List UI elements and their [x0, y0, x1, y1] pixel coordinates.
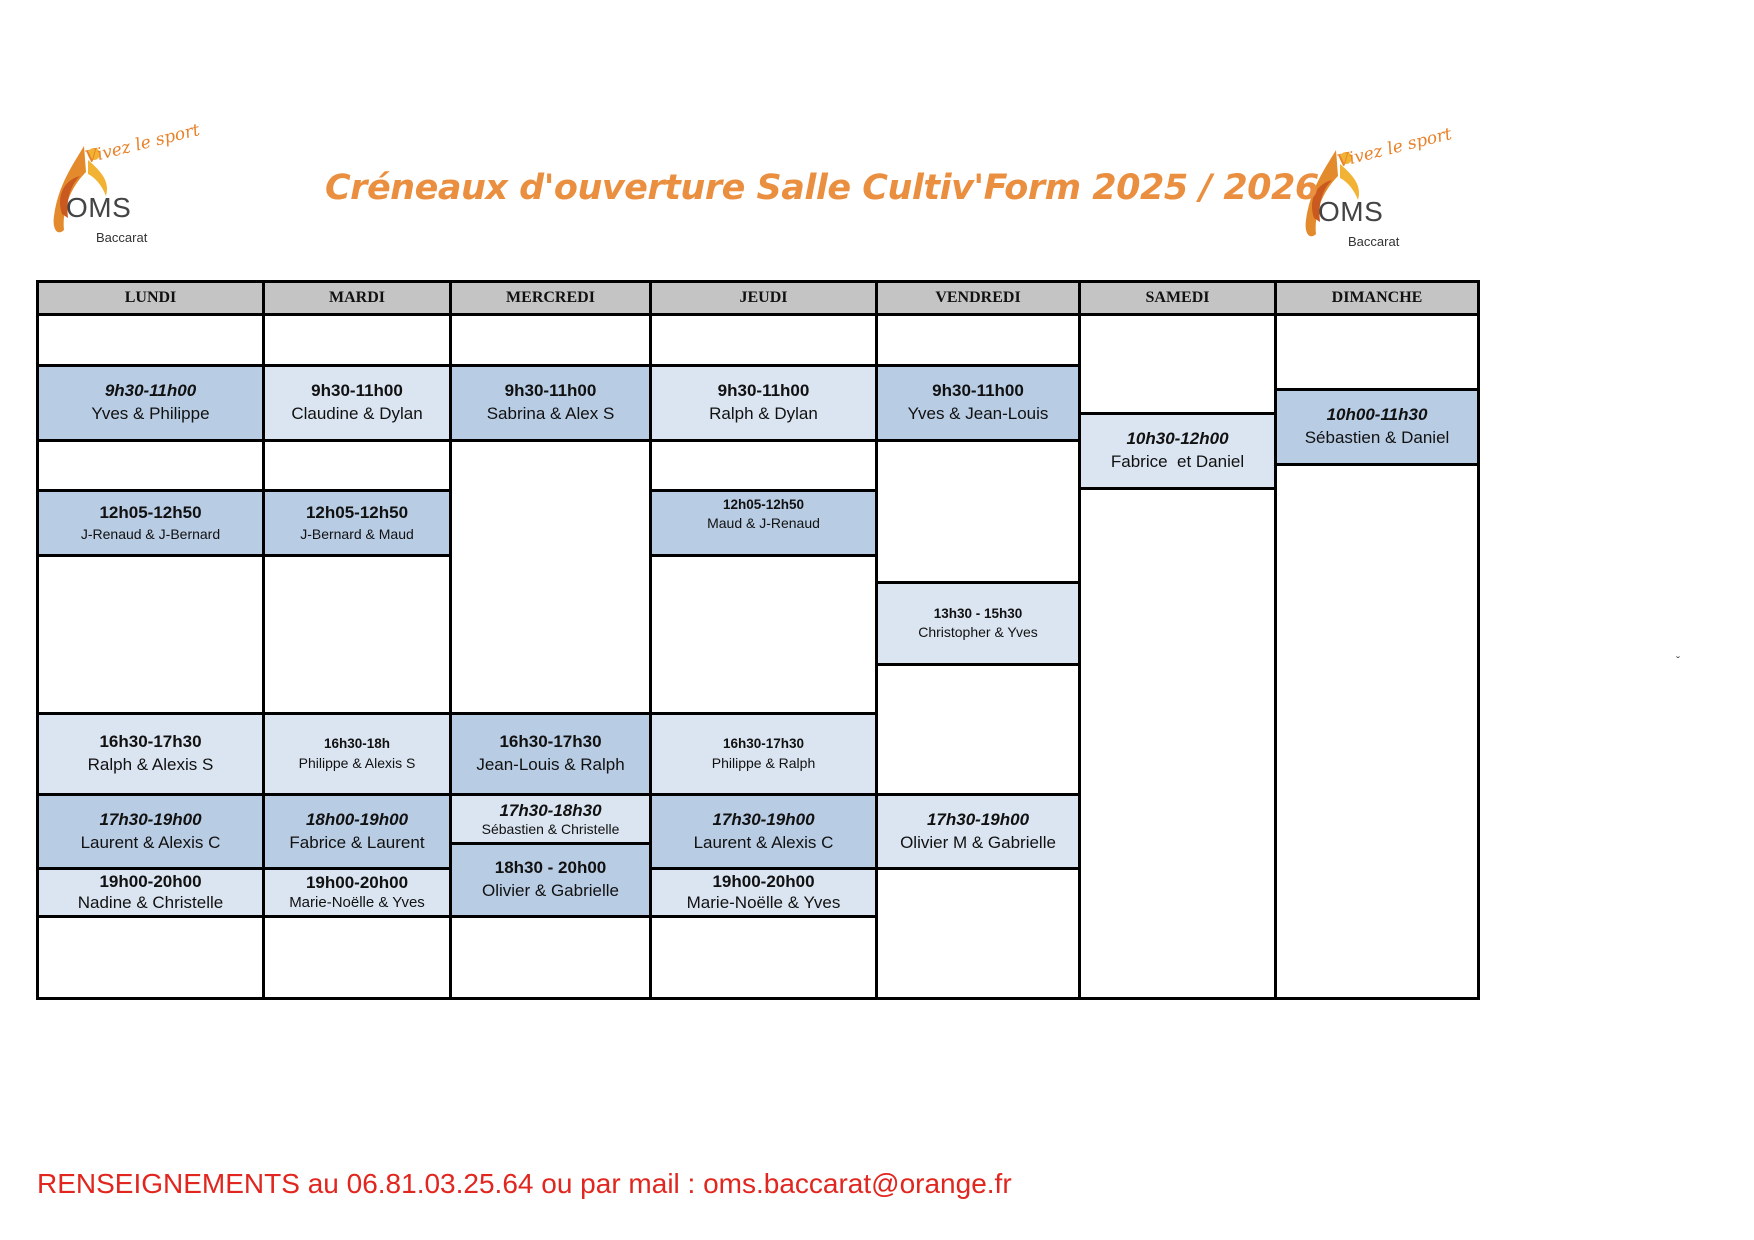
slot-time: 19h00-20h00	[99, 872, 202, 892]
slot-names: Christopher & Yves	[918, 624, 1038, 641]
logo-name: OMS	[66, 192, 132, 223]
slot-time: 19h00-20h00	[305, 873, 409, 893]
slot-lundi-2	[39, 492, 262, 554]
oms-logo-right	[1296, 124, 1456, 260]
empty-cell	[39, 918, 262, 997]
empty-cell	[878, 442, 1078, 581]
slot-time: 12h05-12h50	[722, 497, 805, 512]
slot-time: 10h30-12h00	[1126, 429, 1229, 449]
slot-lundi-5	[39, 870, 262, 915]
empty-cell	[452, 442, 649, 712]
slot-time: 16h30-17h30	[499, 732, 602, 752]
day-header-jeudi: JEUDI	[652, 283, 875, 313]
logo-city: Baccarat	[96, 230, 148, 245]
logo-city: Baccarat	[1348, 234, 1400, 249]
slot-time: 10h00-11h30	[1326, 405, 1428, 425]
empty-cell	[452, 316, 649, 364]
slot-names: Ralph & Dylan	[709, 404, 818, 423]
slot-time: 18h00-19h00	[305, 809, 409, 829]
logo-tagline: Vivez le sport	[83, 120, 202, 168]
schedule-grid	[36, 280, 1480, 1000]
empty-cell	[652, 918, 875, 997]
day-header-mardi: MARDI	[265, 283, 449, 313]
day-header-dimanche: DIMANCHE	[1277, 283, 1477, 313]
slot-time: 17h30-18h30	[499, 800, 602, 820]
day-header-samedi: SAMEDI	[1081, 283, 1274, 313]
empty-cell	[652, 557, 875, 712]
contact-footer: RENSEIGNEMENTS au 06.81.03.25.64 ou par mail : oms.baccarat@orange.fr	[37, 1168, 1012, 1199]
slot-jeudi-5	[652, 870, 875, 915]
day-header-vendredi: VENDREDI	[878, 283, 1078, 313]
slot-time: 19h00-20h00	[712, 872, 815, 892]
slot-time: 16h30-17h30	[722, 736, 805, 752]
empty-cell	[265, 918, 449, 997]
slot-names: Nadine & Christelle	[77, 892, 224, 912]
slot-mardi-5	[265, 870, 449, 915]
slot-mercredi-2	[452, 715, 649, 793]
slot-vendredi-3	[878, 796, 1078, 867]
slot-lundi-4	[39, 796, 262, 867]
slot-jeudi-3	[652, 715, 875, 793]
slot-time: 16h30-18h	[323, 736, 391, 752]
slot-vendredi-1	[878, 367, 1078, 439]
empty-cell	[1081, 490, 1274, 997]
slot-time: 17h30-19h00	[926, 809, 1030, 829]
slot-mercredi-3	[452, 796, 649, 842]
slot-time: 9h30-11h00	[104, 381, 197, 401]
empty-cell	[39, 442, 262, 489]
oms-logo-left	[44, 120, 204, 256]
slot-jeudi-4	[652, 796, 875, 867]
empty-cell	[452, 918, 649, 997]
slot-names: Marie-Noëlle & Yves	[686, 892, 841, 912]
slot-names: Fabrice et Daniel	[1110, 452, 1245, 471]
slot-names: Olivier & Gabrielle	[482, 881, 619, 900]
empty-cell	[265, 557, 449, 712]
empty-cell	[652, 442, 875, 489]
slot-names: Philippe & Alexis S	[298, 754, 416, 771]
slot-jeudi-2	[652, 492, 875, 554]
slot-time: 9h30-11h00	[504, 381, 597, 401]
slot-time: 13h30 - 15h30	[933, 605, 1023, 621]
slot-samedi-1	[1081, 415, 1274, 487]
slot-lundi-3	[39, 715, 262, 793]
page-title: Créneaux d'ouverture Salle Cultiv'Form 2025 / 2026	[325, 168, 1319, 208]
slot-lundi-1	[39, 367, 262, 439]
slot-time: 9h30-11h00	[717, 381, 810, 401]
empty-cell	[265, 442, 449, 489]
slot-names: Jean-Louis & Ralph	[476, 755, 625, 774]
stray-mark: ˇ	[1676, 654, 1680, 668]
slot-time: 9h30-11h00	[311, 381, 403, 401]
slot-names: Laurent & Alexis C	[80, 832, 221, 852]
slot-time: 18h30 - 20h00	[494, 858, 607, 878]
slot-names: J-Renaud & J-Bernard	[80, 526, 221, 543]
empty-cell	[39, 557, 262, 712]
slot-time: 12h05-12h50	[305, 503, 409, 523]
logo-tagline: Vivez le sport	[1335, 124, 1454, 172]
slot-names: Claudine & Dylan	[291, 404, 423, 423]
slot-mardi-1	[265, 367, 449, 439]
day-header-mercredi: MERCREDI	[452, 283, 649, 313]
empty-cell	[878, 666, 1078, 793]
slot-time: 17h30-19h00	[712, 809, 815, 829]
slot-names: Laurent & Alexis C	[693, 832, 834, 852]
slot-names: Maud & J-Renaud	[707, 515, 820, 532]
slot-mercredi-4	[452, 845, 649, 915]
slot-mardi-4	[265, 796, 449, 867]
slot-names: Ralph & Alexis S	[87, 755, 214, 774]
logo-name: OMS	[1318, 196, 1384, 227]
empty-cell	[878, 316, 1078, 364]
slot-names: J-Bernard & Maud	[300, 526, 414, 543]
slot-names: Philippe & Ralph	[711, 754, 816, 771]
day-header-lundi: LUNDI	[39, 283, 262, 313]
empty-cell	[265, 316, 449, 364]
slot-time: 12h05-12h50	[99, 503, 202, 523]
slot-names: Sébastien & Christelle	[481, 820, 620, 837]
slot-mercredi-1	[452, 367, 649, 439]
slot-vendredi-2	[878, 584, 1078, 663]
empty-cell	[878, 870, 1078, 997]
slot-mardi-2	[265, 492, 449, 554]
empty-cell	[1277, 466, 1477, 997]
slot-time: 17h30-19h00	[99, 809, 202, 829]
slot-names: Marie-Noëlle & Yves	[289, 893, 425, 911]
slot-time: 16h30-17h30	[99, 732, 202, 752]
slot-names: Fabrice & Laurent	[289, 832, 425, 852]
slot-names: Yves & Jean-Louis	[907, 404, 1049, 423]
slot-time: 9h30-11h00	[932, 381, 1024, 401]
slot-mardi-3	[265, 715, 449, 793]
slot-dimanche-1	[1277, 391, 1477, 463]
empty-cell	[39, 316, 262, 364]
slot-names: Yves & Philippe	[91, 404, 210, 423]
slot-jeudi-1	[652, 367, 875, 439]
slot-names: Olivier M & Gabrielle	[900, 832, 1056, 852]
empty-cell	[1081, 316, 1274, 412]
slot-names: Sabrina & Alex S	[486, 404, 615, 423]
slot-names: Sébastien & Daniel	[1304, 428, 1450, 447]
empty-cell	[1277, 316, 1477, 388]
empty-cell	[652, 316, 875, 364]
